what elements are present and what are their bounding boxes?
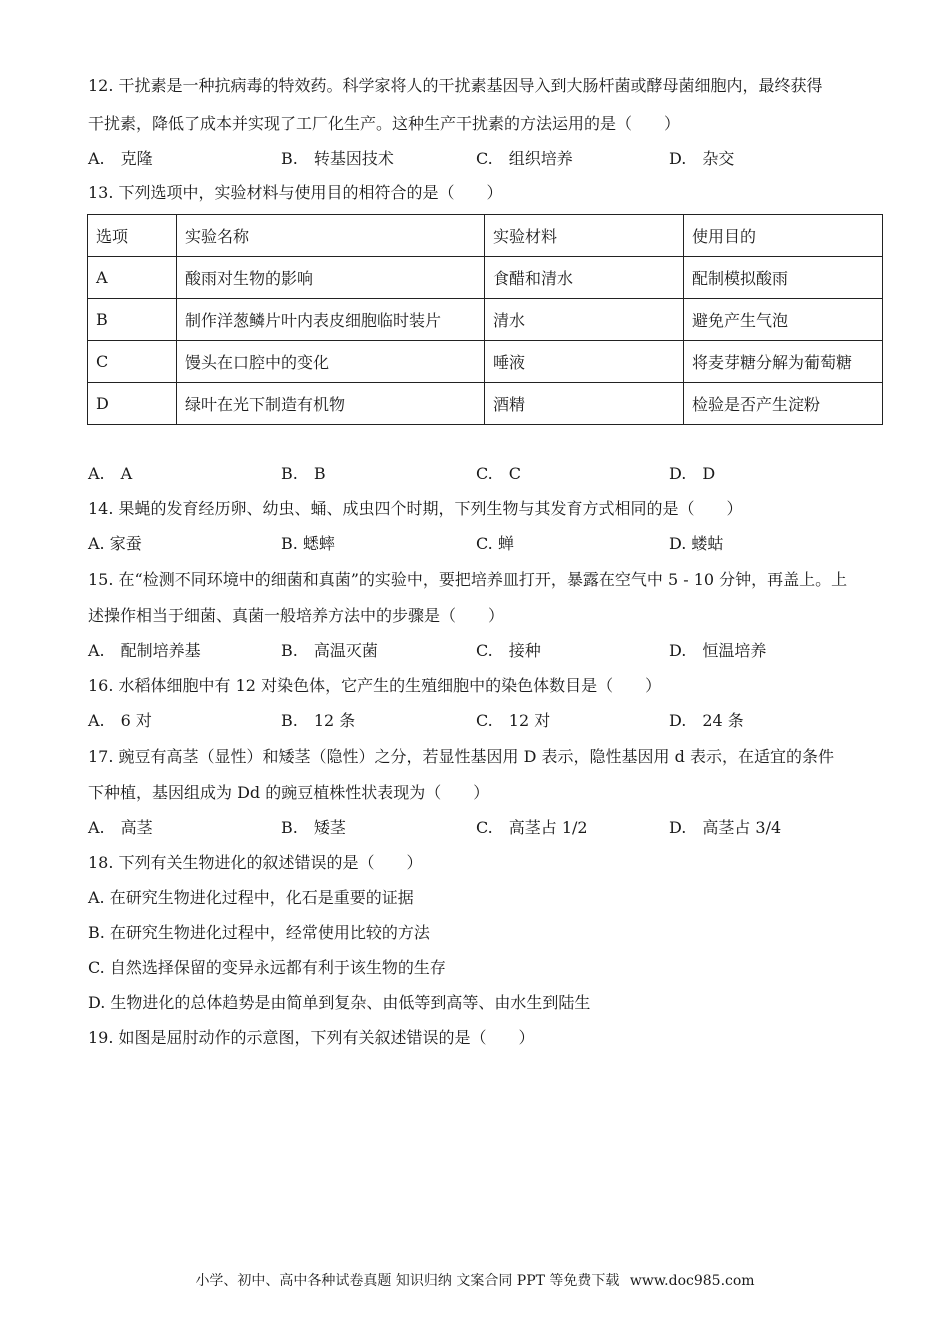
experiment-table bbox=[87, 214, 883, 425]
q17-option-b: B. 矮茎 bbox=[281, 818, 346, 837]
q18-option-b: B. 在研究生物进化过程中，经常使用比较的方法 bbox=[88, 923, 430, 942]
q13-option-d: D. D bbox=[669, 464, 716, 483]
table-cell: 清水 bbox=[485, 299, 684, 341]
q13-option-a: A. A bbox=[88, 464, 133, 483]
q18-stem: 18. 下列有关生物进化的叙述错误的是（ ） bbox=[88, 853, 423, 872]
q14-option-c: C. 蝉 bbox=[476, 534, 514, 553]
q17-option-c: C. 高茎占 1/2 bbox=[476, 818, 588, 837]
q14-stem: 14. 果蝇的发育经历卵、幼虫、蛹、成虫四个时期，下列生物与其发育方式相同的是（ ） bbox=[88, 499, 743, 518]
q13-option-c: C. C bbox=[476, 464, 522, 483]
table-cell: B bbox=[88, 299, 177, 341]
q15-option-d: D. 恒温培养 bbox=[669, 641, 767, 660]
q15-option-a: A. 配制培养基 bbox=[88, 641, 201, 660]
q12-option-b: B. 转基因技术 bbox=[281, 149, 394, 168]
q13-option-b: B. B bbox=[281, 464, 326, 483]
table-row bbox=[88, 299, 883, 341]
q16-option-d: D. 24 条 bbox=[669, 711, 744, 730]
q13-stem: 13. 下列选项中，实验材料与使用目的相符合的是（ ） bbox=[88, 183, 503, 202]
table-row bbox=[88, 383, 883, 425]
q14-option-d: D. 蝼蛄 bbox=[669, 534, 724, 553]
table-cell: 避免产生气泡 bbox=[684, 299, 883, 341]
table-cell: 酒精 bbox=[485, 383, 684, 425]
q15-option-b: B. 高温灭菌 bbox=[281, 641, 378, 660]
q12-stem-line1: 12. 干扰素是一种抗病毒的特效药。科学家将人的干扰素基因导入到大肠杆菌或酵母菌细胞内，最终获得 bbox=[88, 76, 823, 95]
q17-option-a: A. 高茎 bbox=[88, 818, 153, 837]
q16-option-c: C. 12 对 bbox=[476, 711, 551, 730]
q18-option-a: A. 在研究生物进化过程中，化石是重要的证据 bbox=[88, 888, 414, 907]
table-cell: D bbox=[88, 383, 177, 425]
table-cell: 馒头在口腔中的变化 bbox=[177, 341, 485, 383]
table-cell: 检验是否产生淀粉 bbox=[684, 383, 883, 425]
q17-stem-line2: 下种植，基因组成为 Dd 的豌豆植株性状表现为（ ） bbox=[88, 783, 490, 802]
q15-option-c: C. 接种 bbox=[476, 641, 541, 660]
q19-stem: 19. 如图是屈肘动作的示意图，下列有关叙述错误的是（ ） bbox=[88, 1028, 535, 1047]
table-cell: 食醋和清水 bbox=[485, 257, 684, 299]
q12-option-d: D. 杂交 bbox=[669, 149, 735, 168]
q14-option-b: B. 蟋蟀 bbox=[281, 534, 335, 553]
table-cell: 唾液 bbox=[485, 341, 684, 383]
table-row bbox=[88, 341, 883, 383]
page-footer bbox=[0, 1270, 950, 1290]
q14-option-a: A. 家蚕 bbox=[88, 534, 142, 553]
table-header-cell: 使用目的 bbox=[684, 215, 883, 257]
table-cell: 配制模拟酸雨 bbox=[684, 257, 883, 299]
q18-option-d: D. 生物进化的总体趋势是由简单到复杂、由低等到高等、由水生到陆生 bbox=[88, 993, 591, 1012]
table-cell: 绿叶在光下制造有机物 bbox=[177, 383, 485, 425]
q15-stem-line1: 15. 在“检测不同环境中的细菌和真菌”的实验中，要把培养皿打开，暴露在空气中 5 - 10 分钟，再盖上。上 bbox=[88, 570, 848, 589]
q16-stem: 16. 水稻体细胞中有 12 对染色体，它产生的生殖细胞中的染色体数目是（ ） bbox=[88, 676, 662, 695]
q17-option-d: D. 高茎占 3/4 bbox=[669, 818, 782, 837]
table-cell: C bbox=[88, 341, 177, 383]
table-cell: 酸雨对生物的影响 bbox=[177, 257, 485, 299]
q12-stem-line2: 干扰素，降低了成本并实现了工厂化生产。这种生产干扰素的方法运用的是（ ） bbox=[88, 114, 681, 133]
table-header-cell: 选项 bbox=[88, 215, 177, 257]
table-row bbox=[88, 257, 883, 299]
q16-option-a: A. 6 对 bbox=[88, 711, 152, 730]
table-cell: 将麦芽糖分解为葡萄糖 bbox=[684, 341, 883, 383]
q12-option-a: A. 克隆 bbox=[88, 149, 153, 168]
table-cell: A bbox=[88, 257, 177, 299]
table-header-row bbox=[88, 215, 883, 257]
table-header-cell: 实验材料 bbox=[485, 215, 684, 257]
table-header-cell: 实验名称 bbox=[177, 215, 485, 257]
q15-stem-line2: 述操作相当于细菌、真菌一般培养方法中的步骤是（ ） bbox=[88, 606, 505, 625]
footer-text: 小学、初中、高中各种试卷真题 知识归纳 文案合同 PPT 等免费下载 bbox=[195, 1273, 620, 1289]
table-cell: 制作洋葱鳞片叶内表皮细胞临时装片 bbox=[177, 299, 485, 341]
q16-option-b: B. 12 条 bbox=[281, 711, 356, 730]
q12-option-c: C. 组织培养 bbox=[476, 149, 573, 168]
q17-stem-line1: 17. 豌豆有高茎（显性）和矮茎（隐性）之分，若显性基因用 D 表示，隐性基因用 d 表示，在适宜的条件 bbox=[88, 747, 834, 766]
footer-url[interactable]: www.doc985.com bbox=[629, 1273, 755, 1289]
q18-option-c: C. 自然选择保留的变异永远都有利于该生物的生存 bbox=[88, 958, 446, 977]
